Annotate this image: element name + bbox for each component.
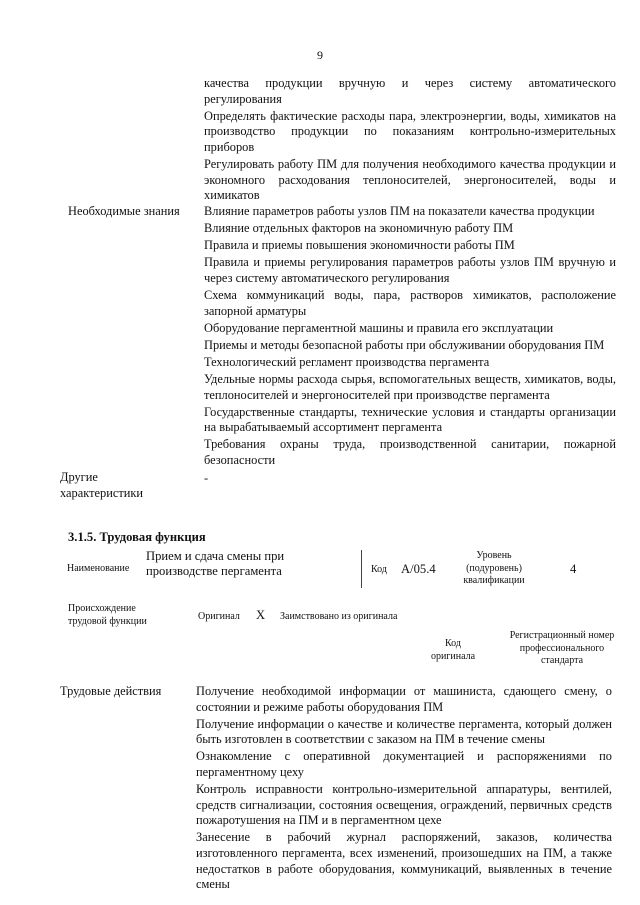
skill-item: качества продукции вручную и через систему автоматического регулирования (204, 76, 616, 106)
reg-number-label: Регистрационный номер профессионального стандарта (509, 630, 615, 666)
page-number: 9 (317, 48, 323, 62)
skill-item: Регулировать работу ПМ для получения необходимого качества продукции и экономного расходования теплоносителей, энергоносителей, воды и химикатов (204, 156, 616, 203)
knowledge-item: Влияние параметров работы узлов ПМ на показатели качества продукции (204, 204, 595, 218)
borrowed-label: Заимствовано из оригинала (280, 611, 398, 622)
knowledge-label: Необходимые знания (68, 204, 180, 218)
knowledge-item: Оборудование пергаментной машины и правила его эксплуатации (204, 320, 554, 335)
knowledge-list (204, 204, 616, 470)
origin-label: Происхождение трудовой функции (68, 603, 147, 627)
code-divider (361, 550, 362, 588)
original-mark: X (256, 608, 266, 622)
knowledge-item: Удельные нормы расхода сырья, вспомогательных веществ, химикатов, воды, теплоносителей и энергоносителей при производстве пергамента (204, 371, 616, 402)
level-value: 4 (570, 562, 577, 576)
code-label: Код (371, 564, 387, 575)
knowledge-item: Государственные стандарты, технические условия и стандарты организации на вырабатываемый ассортимент пергамента (204, 404, 616, 435)
action-item: Получение информации о качестве и количестве пергамента, который должен быть изготовлен в соответствии с заказом на ПМ в течение смены (196, 716, 612, 747)
knowledge-item: Схема коммуникаций воды, пара, растворов химикатов, расположение запорной арматуры (204, 287, 616, 318)
code-value: A/05.4 (401, 562, 436, 576)
other-label: Другие характеристики (60, 470, 144, 500)
level-label: Уровень (подуровень) квалификации (463, 550, 525, 586)
knowledge-item: Приемы и методы безопасной работы при обслуживании оборудования ПМ (204, 337, 605, 352)
knowledge-item: Правила и приемы повышения экономичности работы ПМ (204, 238, 515, 253)
original-label: Оригинал (198, 611, 240, 622)
knowledge-item: Правила и приемы регулирования параметров работы узлов ПМ вручную и через систему автоматического регулирования (204, 255, 616, 285)
knowledge-item: Технологический регламент производства пергамента (204, 354, 490, 369)
knowledge-item: Требования охраны труда, производственной санитарии, пожарной безопасности (204, 437, 616, 467)
section-title: 3.1.5. Трудовая функция (68, 530, 206, 544)
knowledge-item: Влияние отдельных факторов на экономичную работу ПМ (204, 221, 514, 236)
action-item: Занесение в рабочий журнал распоряжений, заказов, количества изготовленного пергамента, всех изменений, произошедших на ПМ, а также недостатков в работе оборудования, коммуникаций, выявленных в течение смены (196, 830, 612, 892)
actions-label: Трудовые действия (60, 684, 162, 698)
skills-continuation (204, 76, 616, 205)
action-item: Контроль исправности контрольно-измерительной аппаратуры, вентилей, средств сигнализации, состояния освещения, ограждений, первичных средств пожаротушения на ПМ и в пергаментном цехе (196, 782, 612, 828)
action-item: Ознакомление с оперативной документацией и распоряжениями по пергаментному цеху (196, 749, 612, 779)
action-item: Получение необходимой информации от машиниста, сдающего смену, о состоянии и режиме работы оборудования ПМ (196, 684, 612, 714)
function-name: Прием и сдача смены при производстве пергамента (146, 549, 285, 578)
name-label: Наименование (67, 563, 130, 574)
actions-list (196, 684, 612, 894)
origin-code-label: Код оригинала (430, 638, 476, 662)
skill-item: Определять фактические расходы пара, электроэнергии, воды, химикатов на производство продукции по показаниям контрольно-измерительных приборов (204, 108, 616, 154)
other-value: - (204, 471, 209, 485)
